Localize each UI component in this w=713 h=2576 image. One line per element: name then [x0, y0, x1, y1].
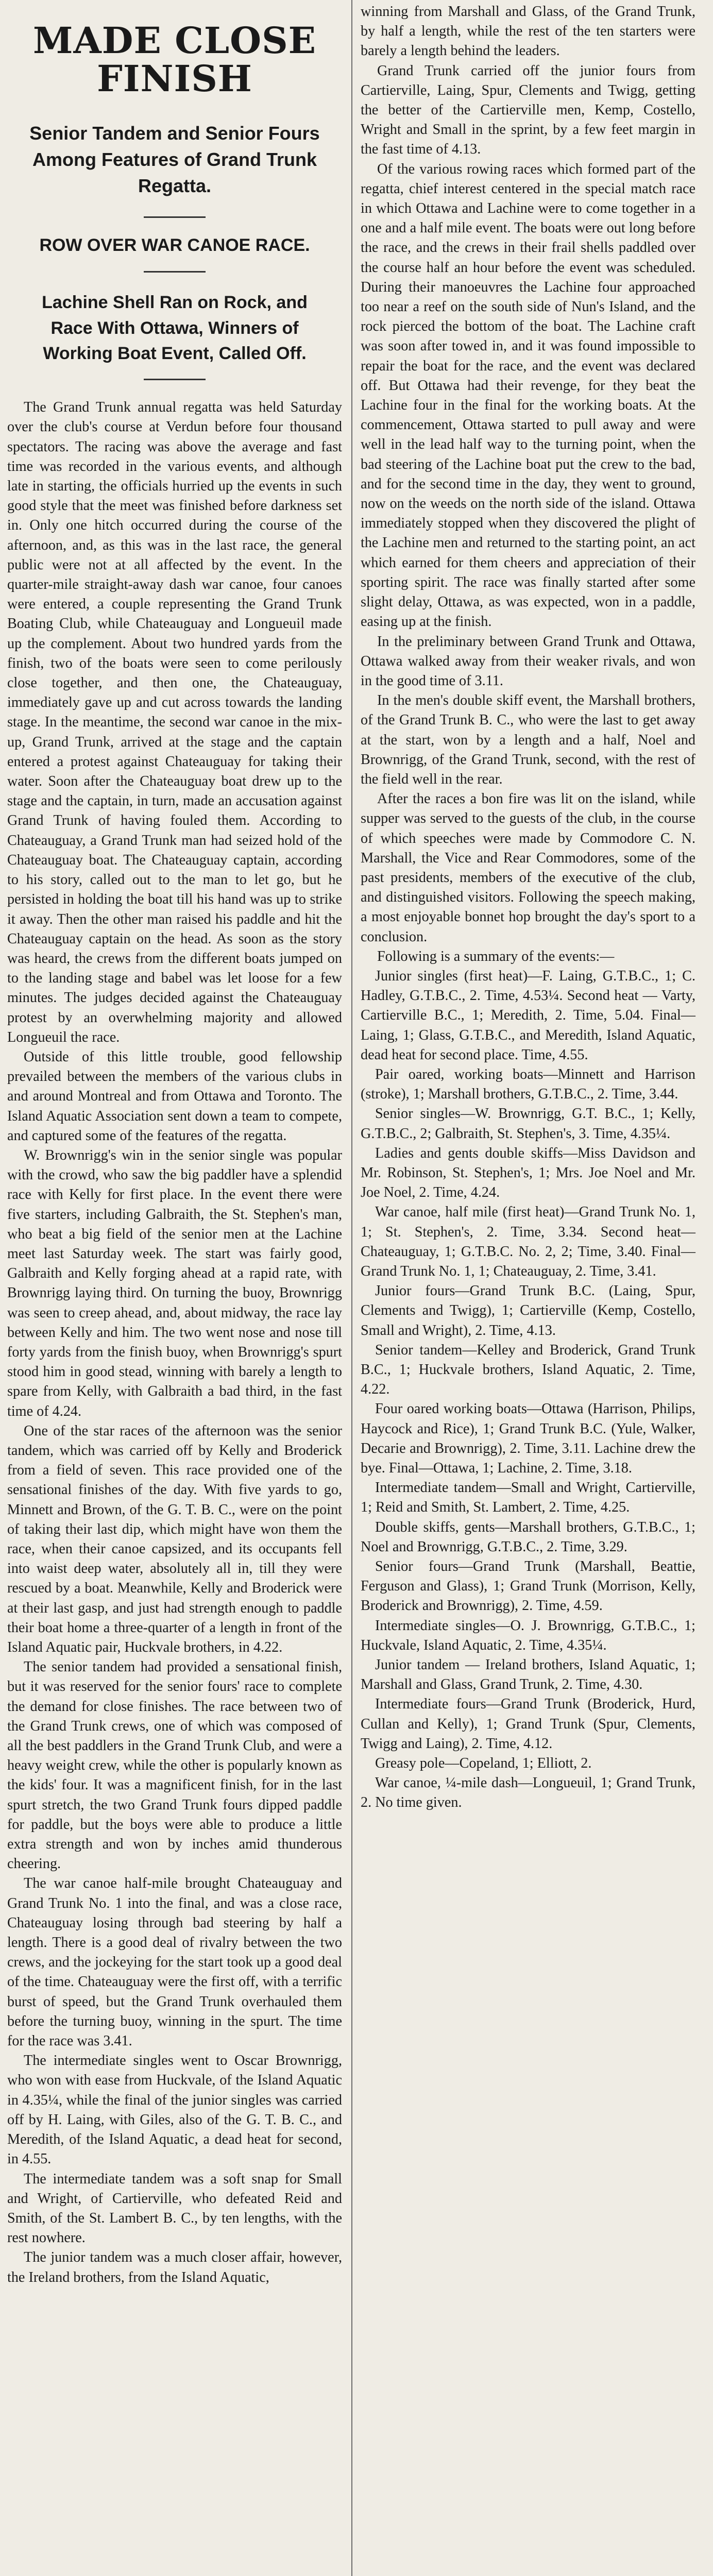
article-paragraph: In the men's double skiff event, the Marshall brothers, of the Grand Trunk B. C., who were the last to get away at the start, won by a length and a half, Noel and Brownrigg, of the Grand Trunk, second, with the rest of the field well in the rear.	[361, 692, 695, 787]
article-paragraph: The intermediate singles went to Oscar Brownrigg, who won with ease from Huckvale, of the Island Aquatic in 4.35¼, while the final of the junior singles was carried off by H. Laing, with Giles, also of the G. T. B. C., and Meredith, of the Island Aquatic, a dead heat for second, in 4.55.	[7, 2053, 342, 2167]
result-item: Junior singles (first heat)—F. Laing, G.T.B.C., 1; C. Hadley, G.T.B.C., 2. Time, 4.53¼. Second heat — Varty, Cartierville B.C., 1; Meredith, 2. Time, 5.04. Final—Laing, 1; Glass, G.T.B.C., and Meredith, Island Aquatic, dead heat for second place. Time, 4.55.	[361, 968, 695, 1063]
article-paragraph: The intermediate tandem was a soft snap for Small and Wright, of Cartierville, who defeated Reid and Smith, of the St. Lambert B. C., by ten lengths, with the rest nowhere.	[7, 2171, 342, 2246]
result-item: Greasy pole—Copeland, 1; Elliott, 2.	[375, 1755, 592, 1772]
article-paragraph: The war canoe half-mile brought Chateauguay and Grand Trunk No. 1 into the final, and was a close race, Chateauguay losing through bad steering by half a length. There is a good deal of rivalry between the two crews, and the jockeying for the start took up a good deal of the time. Chateauguay were the first off, with a terrific burst of speed, but the Grand Trunk overhauled them before the turning buoy, winning in the spurt. The time for the race was 3.41.	[7, 1875, 342, 2049]
result-item: Intermediate tandem—Small and Wright, Cartierville, 1; Reid and Smith, St. Lambert, 2. Time, 4.25.	[361, 1480, 695, 1516]
left-column	[7, 0, 342, 2287]
article-paragraph: After the races a bon fire was lit on the island, while supper was served to the guests of the club, in the course of which speeches were made by Commodore C. N. Marshall, the Vice and Rear Commodores, some of the past presidents, members of the executive of the club, and distinguished visitors. Following the speech making, a most enjoyable bonnet hop brought the day's sport to a conclusion.	[361, 791, 695, 945]
article-paragraph: winning from Marshall and Glass, of the Grand Trunk, by half a length, while the rest of the ten starters were barely a length behind the leaders.	[361, 4, 695, 59]
result-item: Senior singles—W. Brownrigg, G.T. B.C., 1; Kelly, G.T.B.C., 2; Galbraith, St. Stephen's, 3. Time, 4.35¼.	[361, 1106, 695, 1142]
deck: Senior Tandem and Senior Fours Among Features of Grand Trunk Regatta.	[29, 123, 320, 197]
result-item: Ladies and gents double skiffs—Miss Davidson and Mr. Robinson, St. Stephen's, 1; Mrs. Joe Noel and Mr. Joe Noel, 2. Time, 4.24.	[361, 1145, 695, 1201]
article-paragraph: W. Brownrigg's win in the senior single was popular with the crowd, who saw the big paddler have a splendid race with Kelly for first place. In the event there were five starters, including Galbraith, the St. Stephen's man, who beat a big field of the senior men at the Lachine meet last Saturday week. The start was fairly good, Galbraith and Kelly forging ahead at a rapid rate, with Brownrigg laying third. On turning the buoy, Brownrigg was seen to creep ahead, and, about midway, the race lay between Kelly and him. The two went nose and nose till forty yards from the finish buoy, when Brownrigg's spurt stood him in good stead, winning with barely a length to spare from Kelly, with Galbraith a bad third, in the fast time of 4.24.	[7, 1147, 342, 1419]
result-item: Pair oared, working boats—Minnett and Harrison (stroke), 1; Marshall brothers, G.T.B.C., 2. Time, 3.44.	[361, 1066, 695, 1103]
results-summary	[361, 967, 695, 1813]
result-item: Intermediate singles—O. J. Brownrigg, G.T.B.C., 1; Huckvale, Island Aquatic, 2. Time, 4.35¼.	[361, 1617, 695, 1653]
result-item: Senior fours—Grand Trunk (Marshall, Beattie, Ferguson and Glass), 1; Grand Trunk (Morrison, Kelly, Broderick and Brownrigg), 2. Time, 4.59.	[361, 1558, 695, 1614]
rule	[144, 216, 206, 218]
article-paragraph: Outside of this little trouble, good fellowship prevailed between the members of the various clubs in and around Montreal and from Ottawa and Toronto. The Island Aquatic Association sent down a team to compete, and captured some of the features of the regatta.	[7, 1048, 342, 1144]
result-item: Junior fours—Grand Trunk B.C. (Laing, Spur, Clements and Twigg), 1; Cartierville (Kemp, Costello, Small and Wright), 2. Time, 4.13.	[361, 1283, 695, 1338]
result-item: Senior tandem—Kelley and Broderick, Grand Trunk B.C., 1; Huckvale brothers, Island Aquatic, 2. Time, 4.22.	[361, 1342, 695, 1398]
column-divider	[351, 0, 352, 2576]
article-paragraph: The junior tandem was a much closer affair, however, the Ireland brothers, from the Island Aquatic,	[7, 2249, 342, 2285]
rule	[144, 379, 206, 380]
article-paragraph: Grand Trunk carried off the junior fours from Cartierville, Laing, Spur, Clements and Twigg, getting the better of the Cartierville men, Kemp, Costello, Wright and Small in the sprint, by a few feet margin in the fast time of 4.13.	[361, 62, 695, 158]
headline: MADE CLOSE FINISH	[32, 19, 317, 100]
article-paragraph: The Grand Trunk annual regatta was held Saturday over the club's course at Verdun before four thousand spectators. The racing was above the average and fast time was recorded in the various events, and although late in starting, the officials hurried up the events in such good style that the meet was finished before darkness set in. Only one hitch occurred during the course of the afternoon, and, as this was in the last race, the general public were not at all affected by the event. In the quarter-mile straight-away dash war canoe, four canoes were entered, a couple representing the Grand Trunk Boating Club, while Chateauguay and Longueuil made up the complement. About two hundred yards from the finish, two of the boats were seen to come perilously close together, and then one, the Chateauguay, immediately gave up and cut across towards the landing stage. In the meantime, the second war canoe in the mix-up, Grand Trunk, arrived at the stage and the captain entered a protest against Chateauguay for taking their water. Soon after the Chateauguay boat drew up to the stage and the captain, in turn, made an accusation against Grand Trunk of having fouled them. According to Chateauguay, a Grand Trunk man had seized hold of the Chateauguay boat. The Chateauguay captain, according to his story, called out to the man to let go, but he persisted in holding the boat till his hand was up to strike it away. Then the other man raised his paddle and hit the Chateauguay captain on the head. As soon as the story was heard, the crews from the different boats jumped on to the landing stage and babel was let loose for a few minutes. The judges decided against the Chateauguay protest by an overwhelming majority and allowed Longueuil the race.	[7, 399, 342, 1045]
rule	[144, 271, 206, 273]
result-item: Double skiffs, gents—Marshall brothers, G.T.B.C., 1; Noel and Brownrigg, G.T.B.C., 2. Time, 3.29.	[361, 1519, 695, 1555]
article-paragraph: In the preliminary between Grand Trunk and Ottawa, Ottawa walked away from their weaker rivals, and won in the good time of 3.11.	[361, 633, 695, 689]
result-item: War canoe, half mile (first heat)—Grand Trunk No. 1, 1; St. Stephen's, 2. Time, 3.34. Second heat—Chateauguay, 1; G.T.B.C. No. 2, 2; Time, 3.40. Final—Grand Trunk No. 1, 1; Chateauguay, 2. Time, 3.41.	[361, 1204, 695, 1279]
result-item: Intermediate fours—Grand Trunk (Broderick, Hurd, Cullan and Kelly), 1; Grand Trunk (Spur, Clements, Twigg and Laing), 2. Time, 4.12.	[361, 1696, 695, 1752]
deck-secondary: Lachine Shell Ran on Rock, and Race With Ottawa, Winners of Working Boat Event, Called Off.	[42, 293, 308, 363]
subhead: ROW OVER WAR CANOE RACE.	[39, 235, 310, 256]
right-column	[361, 0, 695, 1813]
article-paragraph: The senior tandem had provided a sensational finish, but it was reserved for the senior fours' race to complete the demand for close finishes. The race between two of the Grand Trunk crews, one of which was composed of all the best paddlers in the Grand Trunk Club, and were a heavy weight crew, while the other is popularly known as the kids' four. It was a magnificent finish, for in the last spurt stretch, the two Grand Trunk fours dipped paddle for paddle, but the boys were able to produce a little extra strength and won by inches amid thunderous cheering.	[7, 1659, 342, 1872]
article-paragraph: Following is a summary of the events:—	[377, 948, 615, 964]
result-item: Junior tandem — Ireland brothers, Island Aquatic, 1; Marshall and Glass, Grand Trunk, 2. Time, 4.30.	[361, 1657, 695, 1693]
result-item: Four oared working boats—Ottawa (Harrison, Philips, Haycock and Rice), 1; Grand Trunk B.C. (Yule, Walker, Decarie and Brownrigg), 2. Time, 3.11. Lachine drew the bye. Final—Ottawa, 1; Lachine, 2. Time, 3.18.	[361, 1401, 695, 1477]
article-paragraph: Of the various rowing races which formed part of the regatta, chief interest centered in the special match race in which Ottawa and Lachine were to come together in a one and a half mile event. The boats were out long before the race, and the crews in their frail shells paddled over the course half an hour before the event was scheduled. During their manoeuvres the Lachine four approached too near a reef on the south side of Nun's Island, and the rock pierced the bottom of the boat. The Lachine craft was soon after towed in, and it was found impossible to repair the boat for the race, and the event was declared off. But Ottawa had their revenge, for they beat the Lachine four in the final for the working boats. At the commencement, Ottawa started to pull away and were well in the lead half way to the turning point, when the bad steering of the Lachine boat put the crew to the bad, and for the second time in the day, they went to ground, now on the weeds on the north side of the island. Ottawa immediately stopped when they discovered the plight of the Lachine men and returned to the starting point, an act which earned for them cheers and appreciation of their sporting spirit. The race was finally started after some slight delay, Ottawa, as was expected, won in a paddle, easing up at the finish.	[361, 161, 695, 630]
result-item: War canoe, ¼-mile dash—Longueuil, 1; Grand Trunk, 2. No time given.	[361, 1775, 695, 1811]
article-paragraph: One of the star races of the afternoon was the senior tandem, which was carried off by Kelly and Broderick from a field of seven. This race provided one of the sensational finishes of the day. With five yards to go, Minnett and Brown, of the G. T. B. C., were on the point of taking their last dip, which might have won them the race, when their canoe capsized, and its occupants fell into waist deep water, absolutely all in, till they were rescued by a boat. Meanwhile, Kelly and Broderick were at their last gasp, and just had strength enough to paddle their boat home a three-quarter of a length in front of the Island Aquatic pair, Huckvale brothers, in 4.22.	[7, 1422, 342, 1656]
